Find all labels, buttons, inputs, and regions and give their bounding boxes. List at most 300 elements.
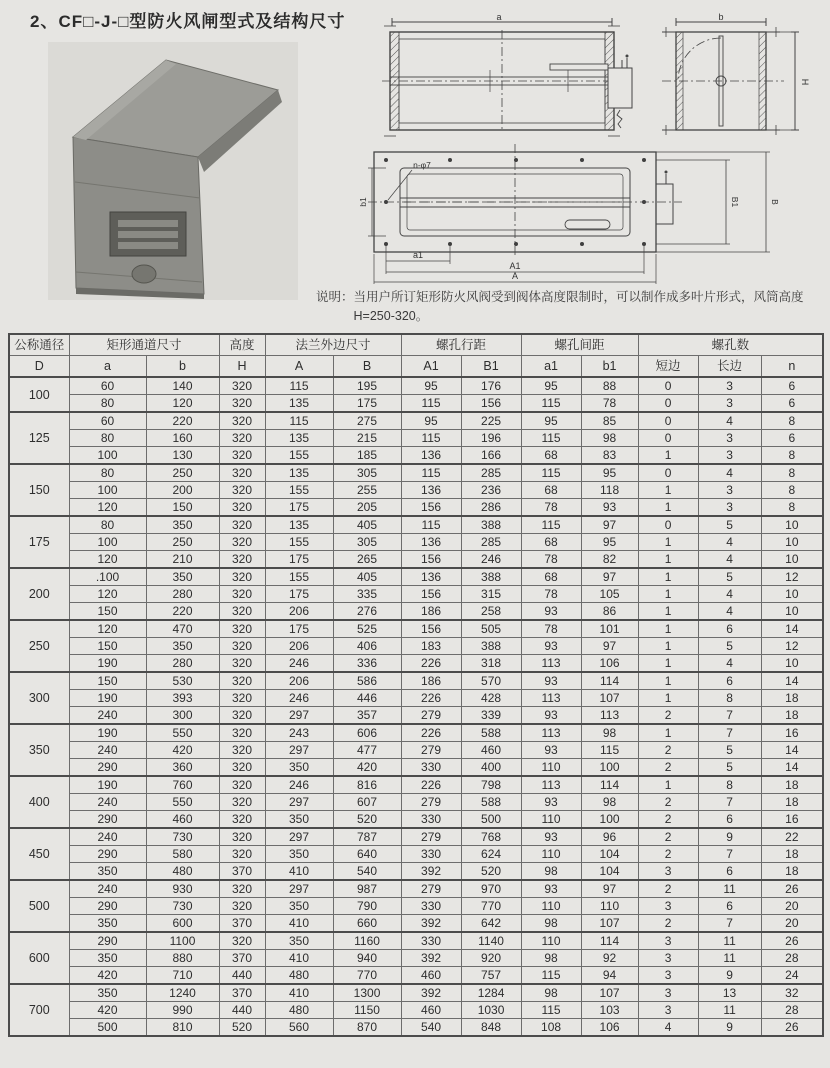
- table-cell: 135: [265, 464, 333, 482]
- table-cell: 8: [761, 499, 823, 517]
- table-cell: 100: [581, 811, 638, 829]
- nominal-diameter-cell: 600: [9, 932, 69, 984]
- table-cell: 150: [146, 499, 219, 517]
- table-cell: 115: [521, 395, 581, 413]
- table-cell: 11: [698, 880, 761, 898]
- table-cell: 320: [219, 551, 265, 569]
- table-cell: 226: [401, 690, 461, 707]
- column-header: H: [219, 356, 265, 378]
- table-cell: 400: [461, 759, 521, 777]
- nominal-diameter-cell: 450: [9, 828, 69, 880]
- table-cell: 350: [146, 516, 219, 534]
- dim-label-a1: a1: [412, 250, 424, 260]
- table-cell: 336: [333, 655, 401, 673]
- table-cell: 410: [265, 984, 333, 1002]
- table-cell: 320: [219, 655, 265, 673]
- table-cell: 420: [69, 967, 146, 985]
- table-cell: 606: [333, 724, 401, 742]
- table-cell: 428: [461, 690, 521, 707]
- table-cell: 2: [638, 742, 698, 759]
- table-cell: 4: [698, 412, 761, 430]
- table-cell: 420: [333, 759, 401, 777]
- table-cell: 240: [69, 794, 146, 811]
- table-cell: 335: [333, 586, 401, 603]
- table-cell: 1: [638, 638, 698, 655]
- table-row: [9, 984, 823, 1002]
- table-cell: 26: [761, 880, 823, 898]
- table-cell: 95: [581, 534, 638, 551]
- table-row: [9, 516, 823, 534]
- table-cell: 1: [638, 447, 698, 465]
- dim-label-b1: b1: [358, 197, 368, 207]
- table-row: [9, 846, 823, 863]
- flange-plan-drawing: [358, 144, 795, 286]
- table-row: [9, 776, 823, 794]
- table-cell: 320: [219, 898, 265, 915]
- table-cell: 2: [638, 707, 698, 725]
- table-cell: 392: [401, 984, 461, 1002]
- table-cell: 18: [761, 690, 823, 707]
- table-cell: 195: [333, 377, 401, 395]
- table-cell: 156: [401, 499, 461, 517]
- table-cell: 0: [638, 395, 698, 413]
- table-cell: 730: [146, 828, 219, 846]
- note-label: 说明：: [316, 290, 354, 304]
- table-cell: .100: [69, 568, 146, 586]
- table-cell: 392: [401, 915, 461, 933]
- table-cell: 446: [333, 690, 401, 707]
- table-cell: 14: [761, 620, 823, 638]
- table-cell: 4: [698, 655, 761, 673]
- table-cell: 176: [461, 377, 521, 395]
- table-row: [9, 482, 823, 499]
- table-cell: 290: [69, 932, 146, 950]
- table-cell: 115: [401, 430, 461, 447]
- table-cell: 78: [521, 499, 581, 517]
- table-cell: 0: [638, 464, 698, 482]
- table-cell: 26: [761, 1019, 823, 1037]
- table-cell: 350: [146, 638, 219, 655]
- table-cell: 20: [761, 915, 823, 933]
- table-cell: 95: [401, 412, 461, 430]
- table-cell: 225: [461, 412, 521, 430]
- table-cell: 246: [265, 655, 333, 673]
- table-cell: 246: [265, 776, 333, 794]
- table-cell: 86: [581, 603, 638, 621]
- table-cell: 3: [698, 395, 761, 413]
- table-row: [9, 863, 823, 881]
- table-row: [9, 447, 823, 465]
- page-title: 2、CF□-J-□型防火风闸型式及结构尺寸: [30, 12, 346, 31]
- table-cell: 7: [698, 707, 761, 725]
- table-cell: 246: [461, 551, 521, 569]
- column-group-header: 法兰外边尺寸: [265, 334, 401, 356]
- table-cell: 6: [761, 430, 823, 447]
- table-cell: 350: [69, 950, 146, 967]
- table-cell: 68: [521, 568, 581, 586]
- table-cell: 460: [461, 742, 521, 759]
- table-cell: 156: [461, 395, 521, 413]
- table-cell: 98: [581, 724, 638, 742]
- table-cell: 1: [638, 482, 698, 499]
- table-cell: 406: [333, 638, 401, 655]
- table-head: [9, 334, 823, 377]
- table-cell: 110: [521, 759, 581, 777]
- table-cell: 760: [146, 776, 219, 794]
- table-cell: 1: [638, 568, 698, 586]
- table-cell: 12: [761, 638, 823, 655]
- table-cell: 388: [461, 516, 521, 534]
- table-cell: 108: [521, 1019, 581, 1037]
- nominal-diameter-cell: 150: [9, 464, 69, 516]
- table-cell: 410: [265, 950, 333, 967]
- table-row: [9, 499, 823, 517]
- table-cell: 392: [401, 950, 461, 967]
- table-cell: 3: [698, 447, 761, 465]
- table-cell: 460: [401, 1002, 461, 1019]
- table-cell: 115: [401, 464, 461, 482]
- table-cell: 816: [333, 776, 401, 794]
- table-cell: 215: [333, 430, 401, 447]
- table-cell: 1: [638, 690, 698, 707]
- table-cell: 115: [521, 464, 581, 482]
- table-cell: 810: [146, 1019, 219, 1037]
- table-cell: 768: [461, 828, 521, 846]
- table-cell: 480: [265, 967, 333, 985]
- table-cell: 1: [638, 672, 698, 690]
- table-cell: 113: [521, 776, 581, 794]
- table-cell: 26: [761, 932, 823, 950]
- table-cell: 1030: [461, 1002, 521, 1019]
- table-cell: 120: [69, 499, 146, 517]
- table-cell: 477: [333, 742, 401, 759]
- table-cell: 115: [521, 967, 581, 985]
- table-cell: 6: [698, 811, 761, 829]
- table-cell: 226: [401, 724, 461, 742]
- table-cell: 120: [146, 395, 219, 413]
- table-row: [9, 794, 823, 811]
- table-cell: 190: [69, 690, 146, 707]
- table-cell: 190: [69, 724, 146, 742]
- table-cell: 6: [761, 377, 823, 395]
- table-cell: 1: [638, 499, 698, 517]
- table-cell: 98: [521, 950, 581, 967]
- table-row: [9, 603, 823, 621]
- table-cell: 405: [333, 568, 401, 586]
- table-row: [9, 1002, 823, 1019]
- table-row: [9, 655, 823, 673]
- table-cell: 175: [265, 586, 333, 603]
- dim-label-B1: B1: [730, 196, 740, 208]
- table-cell: 520: [219, 1019, 265, 1037]
- table-cell: 100: [69, 447, 146, 465]
- table-cell: 6: [761, 395, 823, 413]
- table-cell: 115: [521, 516, 581, 534]
- table-cell: 350: [265, 846, 333, 863]
- column-group-header: 螺孔行距: [401, 334, 521, 356]
- table-cell: 3: [698, 482, 761, 499]
- table-body: [9, 377, 823, 1036]
- table-cell: 93: [521, 672, 581, 690]
- table-cell: 3: [638, 984, 698, 1002]
- table-cell: 98: [581, 430, 638, 447]
- table-cell: 18: [761, 707, 823, 725]
- table-cell: 106: [581, 655, 638, 673]
- actuator-box: [608, 68, 632, 108]
- column-group-header: 公称通径: [9, 334, 69, 356]
- table-cell: 196: [461, 430, 521, 447]
- table-cell: 320: [219, 412, 265, 430]
- table-cell: 80: [69, 395, 146, 413]
- table-cell: 320: [219, 430, 265, 447]
- table-cell: 78: [521, 586, 581, 603]
- table-cell: 110: [521, 898, 581, 915]
- table-cell: 98: [521, 984, 581, 1002]
- table-cell: 405: [333, 516, 401, 534]
- table-cell: 95: [401, 377, 461, 395]
- note: [316, 288, 822, 326]
- table-cell: 10: [761, 655, 823, 673]
- table-cell: 8: [761, 412, 823, 430]
- table-cell: 320: [219, 811, 265, 829]
- table-cell: 150: [69, 638, 146, 655]
- table-cell: 520: [461, 863, 521, 881]
- table-cell: 20: [761, 898, 823, 915]
- table-cell: 206: [265, 672, 333, 690]
- table-cell: 11: [698, 1002, 761, 1019]
- table-cell: 460: [146, 811, 219, 829]
- table-cell: 10: [761, 534, 823, 551]
- table-cell: 710: [146, 967, 219, 985]
- table-cell: 5: [698, 759, 761, 777]
- table-cell: 185: [333, 447, 401, 465]
- table-cell: 320: [219, 846, 265, 863]
- photo-knob: [132, 265, 156, 283]
- table-cell: 320: [219, 707, 265, 725]
- table-cell: 110: [521, 932, 581, 950]
- table-cell: 205: [333, 499, 401, 517]
- table-cell: 540: [333, 863, 401, 881]
- table-cell: 410: [265, 915, 333, 933]
- dim-label-A: A: [511, 271, 519, 281]
- dimension-table-wrapper: [8, 333, 824, 1037]
- table-cell: 190: [69, 776, 146, 794]
- table-cell: 4: [698, 534, 761, 551]
- table-cell: 350: [69, 863, 146, 881]
- end-view-drawing: [638, 12, 823, 144]
- table-cell: 110: [581, 898, 638, 915]
- table-cell: 305: [333, 464, 401, 482]
- table-cell: 290: [69, 759, 146, 777]
- table-cell: 9: [698, 967, 761, 985]
- table-cell: 93: [521, 742, 581, 759]
- column-header: a1: [521, 356, 581, 378]
- table-cell: 14: [761, 759, 823, 777]
- table-cell: 98: [521, 863, 581, 881]
- table-cell: 440: [219, 967, 265, 985]
- table-cell: 550: [146, 794, 219, 811]
- table-cell: 115: [265, 412, 333, 430]
- table-cell: 24: [761, 967, 823, 985]
- table-cell: 135: [265, 395, 333, 413]
- table-cell: 150: [69, 672, 146, 690]
- table-cell: 9: [698, 1019, 761, 1037]
- table-cell: 88: [581, 377, 638, 395]
- table-cell: 175: [265, 551, 333, 569]
- table-cell: 1: [638, 534, 698, 551]
- table-cell: 155: [265, 534, 333, 551]
- table-cell: 607: [333, 794, 401, 811]
- column-header: A1: [401, 356, 461, 378]
- table-cell: 166: [461, 447, 521, 465]
- table-cell: 290: [69, 898, 146, 915]
- column-header: B1: [461, 356, 521, 378]
- table-cell: 115: [265, 377, 333, 395]
- table-cell: 240: [69, 828, 146, 846]
- nominal-diameter-cell: 700: [9, 984, 69, 1036]
- table-cell: 78: [581, 395, 638, 413]
- table-cell: 8: [698, 690, 761, 707]
- table-cell: 155: [265, 568, 333, 586]
- table-cell: 93: [521, 794, 581, 811]
- table-cell: 113: [521, 724, 581, 742]
- table-cell: 460: [401, 967, 461, 985]
- table-cell: 770: [333, 967, 401, 985]
- table-cell: 97: [581, 568, 638, 586]
- table-cell: 320: [219, 516, 265, 534]
- table-cell: 246: [265, 690, 333, 707]
- column-header: 长边: [698, 356, 761, 378]
- table-cell: 520: [333, 811, 401, 829]
- table-cell: 22: [761, 828, 823, 846]
- table-cell: 987: [333, 880, 401, 898]
- table-cell: 156: [401, 620, 461, 638]
- table-cell: 250: [146, 534, 219, 551]
- table-cell: 480: [265, 1002, 333, 1019]
- table-cell: 3: [638, 863, 698, 881]
- table-cell: 11: [698, 950, 761, 967]
- table-cell: 279: [401, 794, 461, 811]
- table-cell: 255: [333, 482, 401, 499]
- dim-label-b: b: [718, 12, 724, 22]
- blade-swing-arc: [678, 38, 721, 81]
- table-cell: 175: [333, 395, 401, 413]
- table-cell: 206: [265, 603, 333, 621]
- table-cell: 130: [146, 447, 219, 465]
- table-cell: 1: [638, 776, 698, 794]
- table-cell: 320: [219, 742, 265, 759]
- table-cell: 330: [401, 811, 461, 829]
- table-cell: 330: [401, 898, 461, 915]
- table-cell: 107: [581, 690, 638, 707]
- table-cell: 3: [698, 377, 761, 395]
- table-cell: 370: [219, 950, 265, 967]
- table-cell: 100: [69, 482, 146, 499]
- table-cell: 280: [146, 586, 219, 603]
- table-cell: 82: [581, 551, 638, 569]
- table-cell: 97: [581, 638, 638, 655]
- table-cell: 3: [638, 950, 698, 967]
- table-cell: 320: [219, 724, 265, 742]
- table-row: [9, 568, 823, 586]
- table-cell: 16: [761, 811, 823, 829]
- table-cell: 320: [219, 672, 265, 690]
- table-cell: 114: [581, 932, 638, 950]
- table-cell: 870: [333, 1019, 401, 1037]
- table-cell: 624: [461, 846, 521, 863]
- table-cell: 8: [761, 482, 823, 499]
- column-header: n: [761, 356, 823, 378]
- table-cell: 190: [69, 655, 146, 673]
- table-cell: 0: [638, 377, 698, 395]
- table-cell: 28: [761, 950, 823, 967]
- table-row: [9, 586, 823, 603]
- table-cell: 940: [333, 950, 401, 967]
- column-header: D: [9, 356, 69, 378]
- table-cell: 350: [146, 568, 219, 586]
- table-cell: 16: [761, 724, 823, 742]
- table-cell: 136: [401, 482, 461, 499]
- table-cell: 220: [146, 603, 219, 621]
- table-cell: 1150: [333, 1002, 401, 1019]
- table-cell: 140: [146, 377, 219, 395]
- table-cell: 330: [401, 932, 461, 950]
- table-cell: 848: [461, 1019, 521, 1037]
- table-cell: 136: [401, 447, 461, 465]
- table-cell: 250: [146, 464, 219, 482]
- table-cell: 1300: [333, 984, 401, 1002]
- table-cell: 320: [219, 880, 265, 898]
- table-cell: 2: [638, 759, 698, 777]
- dim-label-B: B: [770, 199, 780, 205]
- table-cell: 320: [219, 690, 265, 707]
- table-cell: 320: [219, 534, 265, 551]
- table-cell: 100: [581, 759, 638, 777]
- table-cell: 370: [219, 915, 265, 933]
- table-cell: 440: [219, 1002, 265, 1019]
- table-cell: 7: [698, 846, 761, 863]
- table-cell: 360: [146, 759, 219, 777]
- table-cell: 95: [521, 412, 581, 430]
- table-row: [9, 672, 823, 690]
- table-cell: 330: [401, 759, 461, 777]
- table-cell: 68: [521, 482, 581, 499]
- table-cell: 320: [219, 395, 265, 413]
- nominal-diameter-cell: 350: [9, 724, 69, 776]
- table-cell: 318: [461, 655, 521, 673]
- table-cell: 320: [219, 586, 265, 603]
- table-cell: 790: [333, 898, 401, 915]
- table-cell: 2: [638, 915, 698, 933]
- nominal-diameter-cell: 200: [9, 568, 69, 620]
- table-row: [9, 898, 823, 915]
- table-cell: 93: [521, 880, 581, 898]
- nominal-diameter-cell: 500: [9, 880, 69, 932]
- table-cell: 1: [638, 586, 698, 603]
- nominal-diameter-cell: 400: [9, 776, 69, 828]
- table-cell: 120: [69, 551, 146, 569]
- table-cell: 787: [333, 828, 401, 846]
- table-row: [9, 412, 823, 430]
- table-cell: 350: [69, 915, 146, 933]
- table-cell: 104: [581, 846, 638, 863]
- table-cell: 357: [333, 707, 401, 725]
- table-cell: 240: [69, 742, 146, 759]
- table-cell: 798: [461, 776, 521, 794]
- table-cell: 14: [761, 672, 823, 690]
- table-row: [9, 638, 823, 655]
- table-cell: 540: [401, 1019, 461, 1037]
